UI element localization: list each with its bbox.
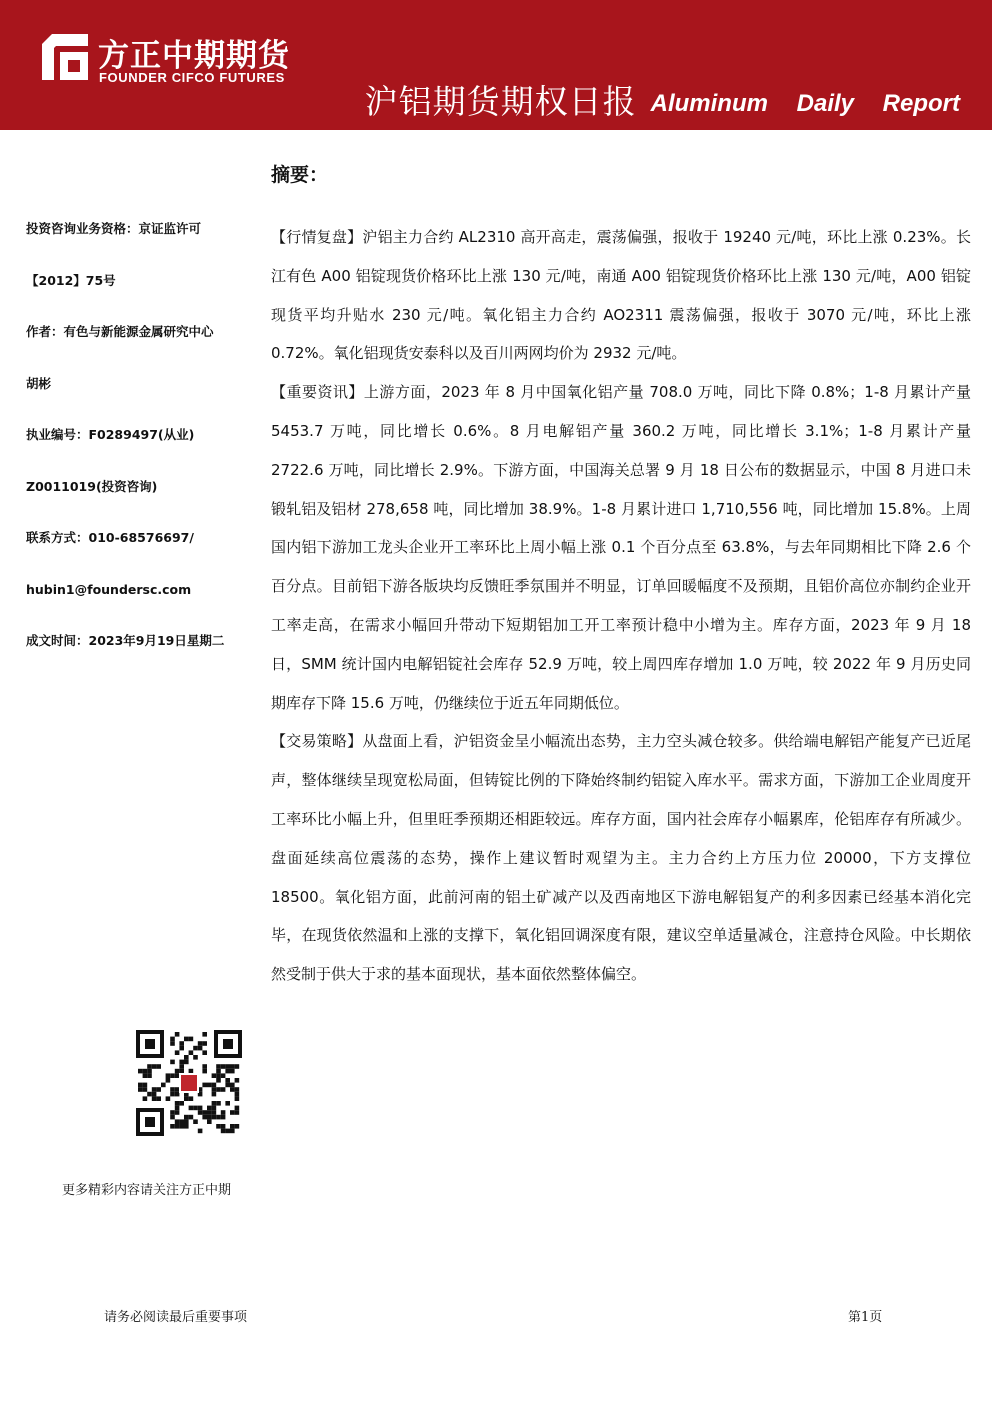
market-review-tag: 【行情复盘】: [271, 228, 363, 246]
report-title-en: Aluminum Daily Report: [650, 90, 960, 117]
contact-phone: 联系方式：010-68576697/: [26, 530, 194, 545]
company-name-cn: 方正中期期货: [98, 38, 290, 74]
author-name: 胡彬: [26, 375, 52, 391]
qualification-line: 投资咨询业务资格：京证监许可: [26, 221, 202, 236]
footer-notice: 请务必阅读最后重要事项: [104, 1310, 248, 1325]
license-number: 【2012】75号: [26, 272, 116, 288]
report-title: [365, 80, 960, 122]
page-number: 第1页: [848, 1310, 883, 1325]
key-news-paragraph: [271, 373, 971, 722]
summary-heading: 摘要：: [271, 164, 329, 186]
publish-date: 成文时间：2023年9月19日星期二: [26, 633, 225, 648]
author-sidebar: [26, 216, 251, 680]
practice-number: 执业编号：F0289497(从业): [26, 427, 195, 442]
qr-code-icon[interactable]: [134, 1028, 244, 1138]
key-news-text: 上游方面，2023 年 8 月中国氧化铝产量 708.0 万吨，同比下降 0.8%；1-8 月累计产量 5453.7 万吨，同比增长 0.6%。8 月电解铝产量 360.2 万吨，同比增长 3.1%；1-8 月累计产量 2722.6 万吨，同比增长 2.9%。下游方面，中国海关总署 9 月 18 日公布的数据显示，中国 8 月进口未锻轧铝及铝材 278,658 吨，同比增加 38.9%。1-8 月累计进口 1,710,556 吨，同比增加 15.8%。上周国内铝下游加工龙头企业开工率环比上周小幅上涨 0.1 个百分点至 63.8%，与去年同期相比下降 2.6 个百分点。目前铝下游各版块均反馈旺季氛围并不明显，订单回暖幅度不及预期，且铝价高位亦制约企业开工率走高，在需求小幅回升带动下短期铝加工开工率预计稳中小增为主。库存方面，2023 年 9 月 18 日，SMM 统计国内电解铝锭社会库存 52.9 万吨，较上周四库存增加 1.0 万吨，较 2022 年 9 月历史同期库存下降 15.6 万吨，仍继续位于近五年同期低位。: [271, 383, 971, 712]
trading-strategy-text: 从盘面上看，沪铝资金呈小幅流出态势，主力空头减仓较多。供给端电解铝产能复产已近尾声，整体继续呈现宽松局面，但铸锭比例的下降始终制约铝锭入库水平。需求方面，下游加工企业周度开工率环比小幅上升，但里旺季预期还相距较远。库存方面，国内社会库存小幅累库，伦铝库存有所减少。盘面延续高位震荡的态势，操作上建议暂时观望为主。主力合约上方压力位 20000，下方支撑位 18500。氧化铝方面，此前河南的铝土矿减产以及西南地区下游电解铝复产的利多因素已经基本消化完毕，在现货依然温和上涨的支撑下，氧化铝回调深度有限，建议空单适量减仓，注意持仓风险。中长期依然受制于供大于求的基本面现状，基本面依然整体偏空。: [271, 732, 971, 984]
key-news-tag: 【重要资讯】: [271, 383, 364, 402]
author-department: 作者：有色与新能源金属研究中心: [26, 324, 214, 339]
founder-logo-icon: [38, 30, 92, 84]
trading-strategy-tag: 【交易策略】: [271, 732, 363, 751]
company-name-en: FOUNDER CIFCO FUTURES: [99, 70, 285, 85]
consulting-number: Z0011019(投资咨询): [26, 478, 158, 494]
market-review-paragraph: [271, 218, 971, 373]
market-review-text: 沪铝主力合约 AL2310 高开高走，震荡偏强，报收于 19240 元/吨，环比上涨 0.23%。长江有色 A00 铝锭现货价格环比上涨 130 元/吨，南通 A00 铝锭现货价格环比上涨 130 元/吨，A00 铝锭现货平均升贴水 230 元/吨。氧化铝主力合约 AO2311 震荡偏强，报收于 3070 元/吨，环比上涨 0.72%。氧化铝现货安泰科以及百川两网均价为 2932 元/吨。: [271, 228, 971, 363]
trading-strategy-paragraph: [271, 722, 971, 994]
qr-caption: 更多精彩内容请关注方正中期: [62, 1183, 232, 1198]
report-header: [0, 0, 992, 130]
report-title-cn: 沪铝期货期权日报: [364, 82, 637, 121]
summary-body: [271, 218, 971, 994]
contact-email[interactable]: hubin1@foundersc.com: [26, 581, 192, 597]
